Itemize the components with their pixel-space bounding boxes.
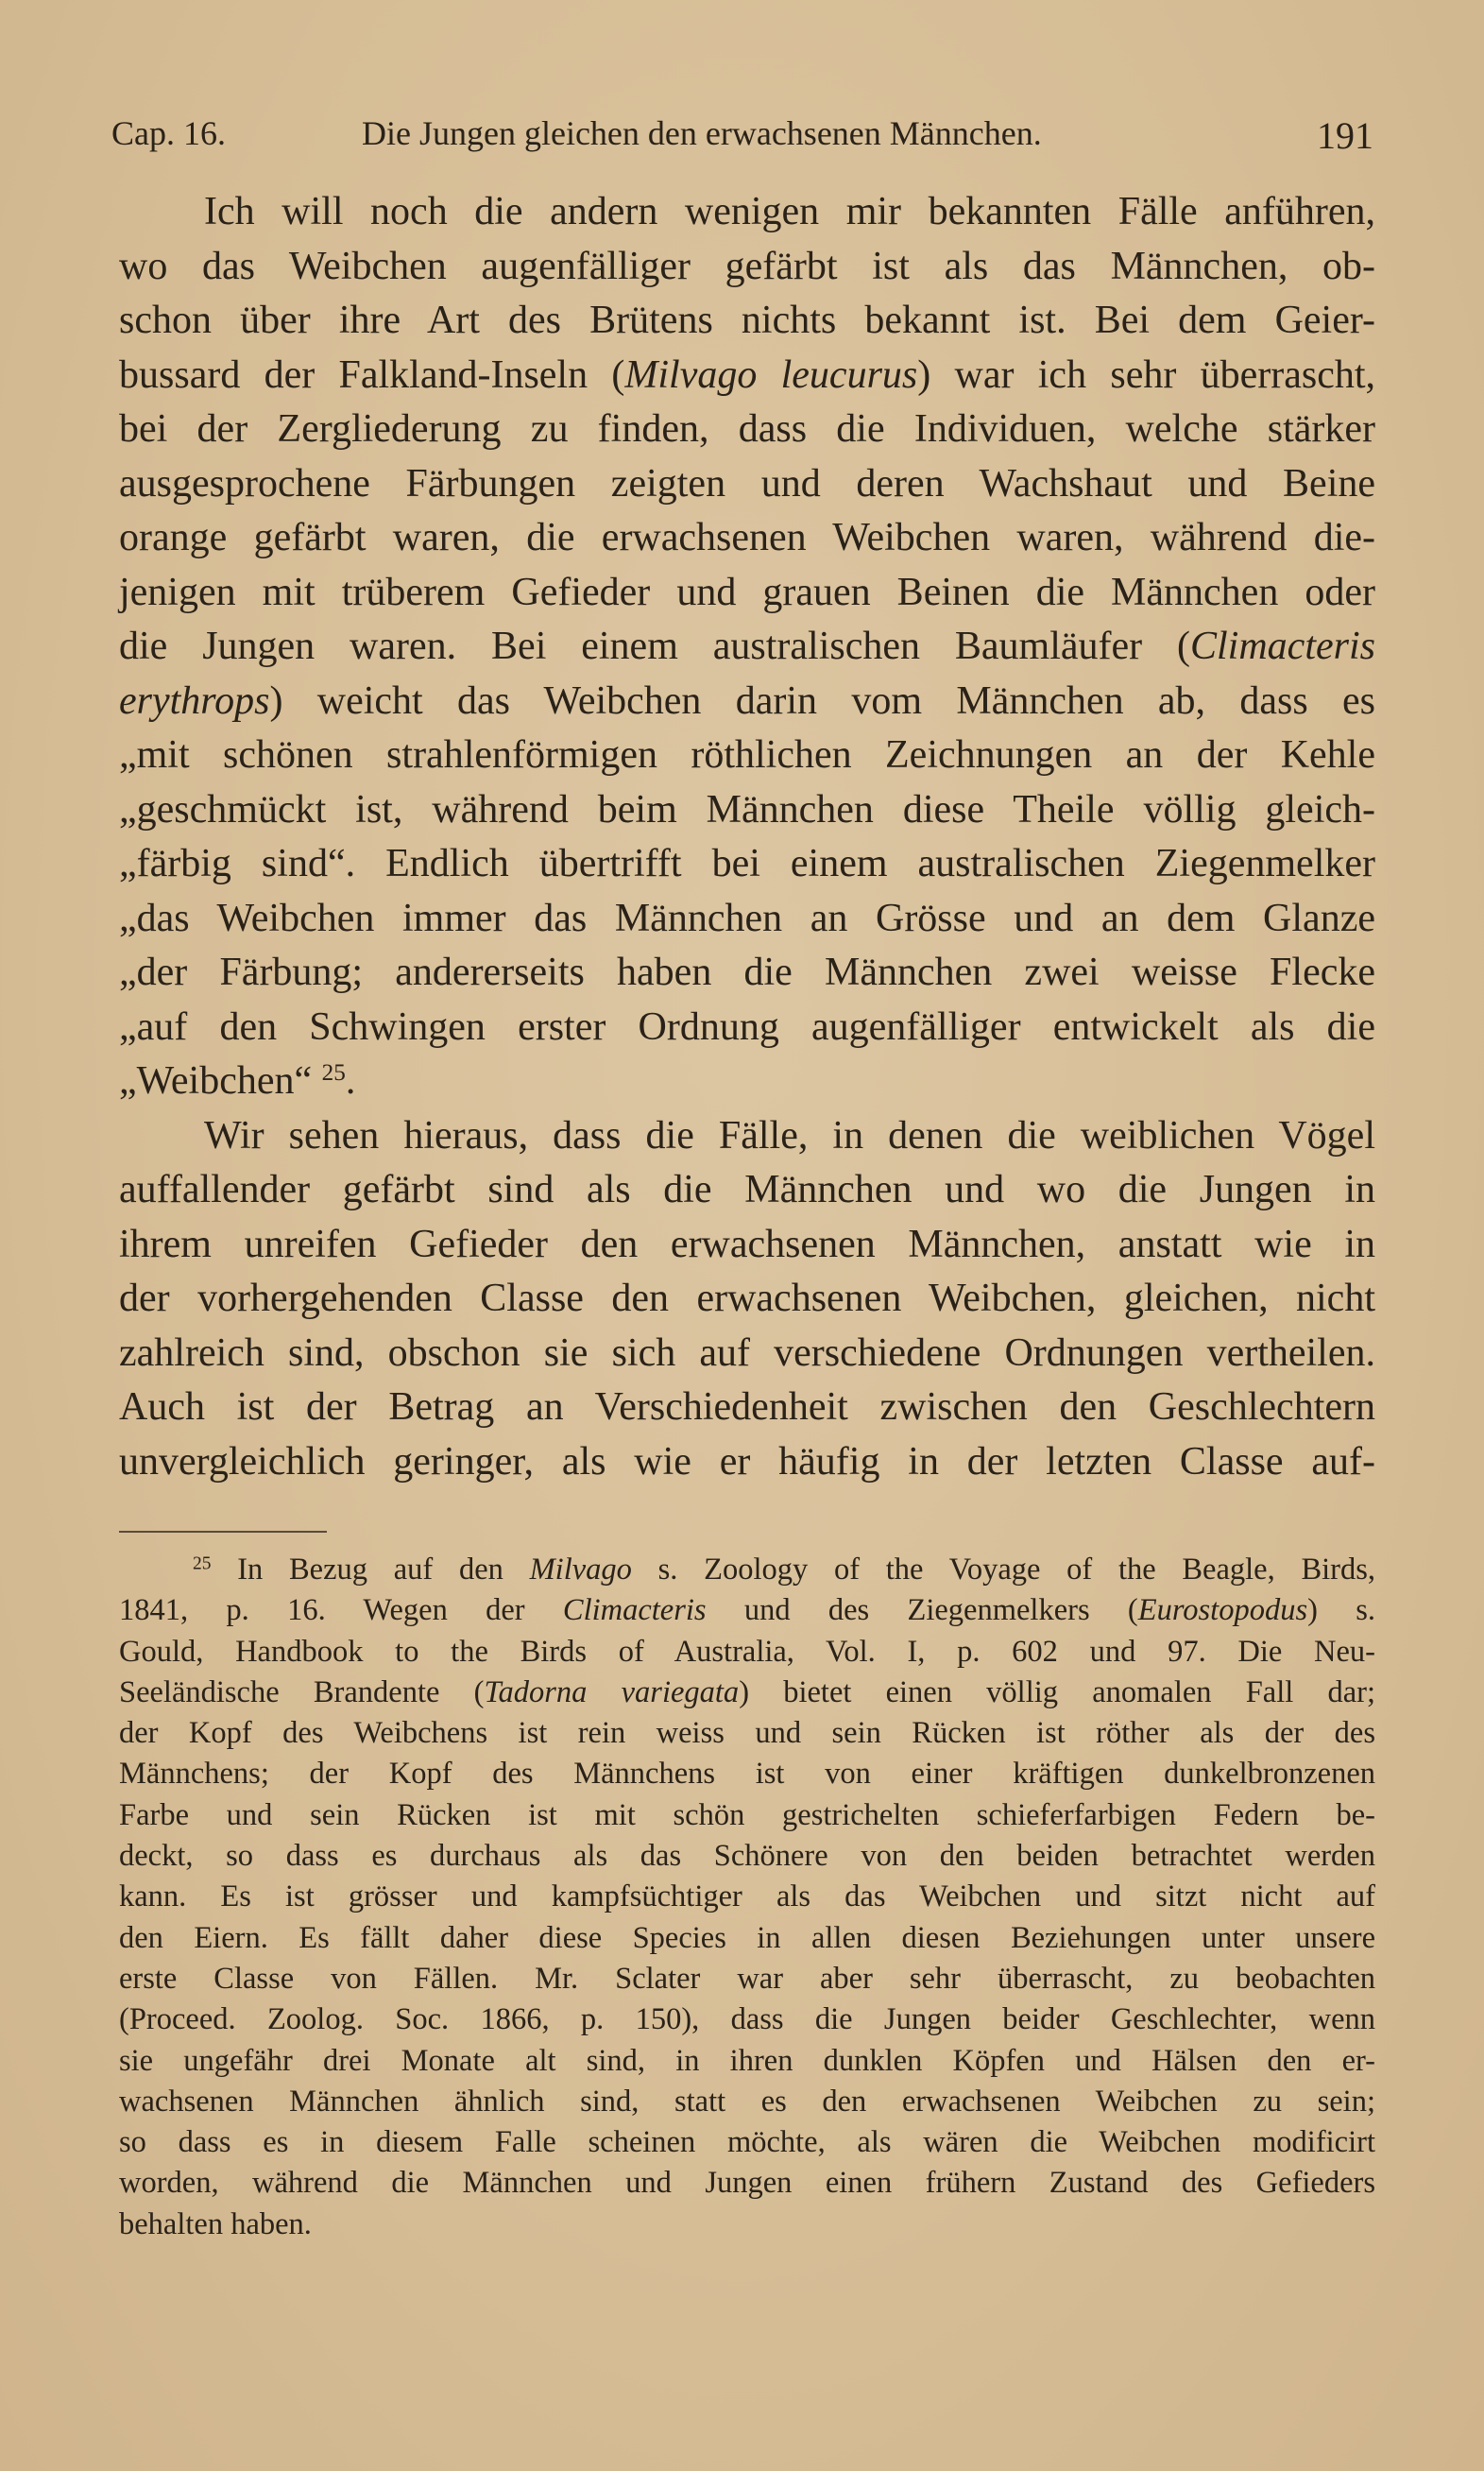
running-header xyxy=(111,106,1373,163)
text-line: der vorhergehenden Classe den erwachsenen Weibchen, gleichen, nicht xyxy=(119,1277,1375,1320)
footnote-line: (Proceed. Zoolog. Soc. 1866, p. 150), dass die Jungen beider Geschlechter, wenn xyxy=(119,2002,1375,2037)
species-name: Milvago leucurus xyxy=(624,352,918,397)
text-line: jenigen mit trüberem Gefieder und grauen Beinen die Männchen oder xyxy=(119,570,1375,614)
footnote-line: Männchens; der Kopf des Männchens ist von einer kräftigen dunkelbronzenen xyxy=(119,1757,1375,1792)
text-line: „Weibchen“ $^{25}$. xyxy=(119,1059,356,1103)
footnote-line: so dass es in diesem Falle scheinen möchte, als wären die Weibchen modificirt xyxy=(119,2125,1375,2160)
text-line: „das Weibchen immer das Männchen an Grösse und an dem Glanze xyxy=(119,896,1375,940)
text-line: Auch ist der Betrag an Verschiedenheit zwischen den Geschlechtern xyxy=(119,1385,1375,1429)
footnote-number: 25 xyxy=(193,1553,212,1574)
text-line: unvergleichlich geringer, als wie er häufig in der letzten Classe auf- xyxy=(119,1439,1375,1484)
footnote-divider xyxy=(119,1531,327,1533)
footnote-line: der Kopf des Weibchens ist rein weiss und sein Rücken ist röther als der des xyxy=(119,1716,1375,1751)
text-line: Ich will noch die andern wenigen mir bekannten Fälle anführen, xyxy=(204,190,1375,233)
text-line: Wir sehen hieraus, dass die Fälle, in denen die weiblichen Vögel xyxy=(204,1113,1375,1158)
text-line: bei der Zergliederung zu finden, dass die Individuen, welche stärker xyxy=(119,407,1375,451)
text-line: ausgesprochene Färbungen zeigten und deren Wachshaut und Beine xyxy=(119,461,1375,506)
chapter-label: Cap. 16. xyxy=(111,114,226,152)
text-line: die Jungen waren. Bei einem australischen Baumläufer (Climacteris xyxy=(119,625,1375,668)
footnote-line: 1841, p. 16. Wegen der Climacteris und des Ziegenmelkers (Eurostopodus) s. xyxy=(119,1593,1375,1628)
footnote-line: behalten haben. xyxy=(119,2206,312,2241)
text-line: wo das Weibchen augenfälliger gefärbt ist als das Männchen, ob- xyxy=(119,244,1375,288)
footnote-line: Gould, Handbook to the Birds of Australia, Vol. I, p. 602 und 97. Die Neu- xyxy=(119,1634,1375,1669)
text-line: schon über ihre Art des Brütens nichts bekannt ist. Bei dem Geier- xyxy=(119,299,1375,342)
text-line: „mit schönen strahlenförmigen röthlichen Zeichnungen an der Kehle xyxy=(119,733,1375,777)
footnote-line: erste Classe von Fällen. Mr. Sclater war aber sehr überrascht, zu beobachten xyxy=(119,1961,1375,1996)
footnote-line: worden, während die Männchen und Jungen einen frühern Zustand des Gefieders xyxy=(119,2166,1375,2201)
page-number: 191 xyxy=(1317,114,1373,157)
text-line: auffallender gefärbt sind als die Männchen und wo die Jungen in xyxy=(119,1168,1375,1211)
footnote xyxy=(119,1550,1375,2245)
text-line: erythrops) weicht das Weibchen darin vom Männchen ab, dass es xyxy=(119,678,1375,723)
footnote-line: wachsenen Männchen ähnlich sind, statt es den erwachsenen Weibchen zu sein; xyxy=(119,2084,1375,2119)
text-line: „auf den Schwingen erster Ordnung augenfälliger entwickelt als die xyxy=(119,1004,1375,1049)
text-line: orange gefärbt waren, die erwachsenen Weibchen waren, während die- xyxy=(119,516,1375,559)
species-name: erythrops xyxy=(119,678,270,723)
species-name: Climacteris xyxy=(1190,625,1375,668)
text-line: zahlreich sind, obschon sie sich auf verschiedene Ordnungen vertheilen. xyxy=(119,1330,1375,1375)
footnote-line: deckt, so dass es durchaus als das Schönere von den beiden betrachtet werden xyxy=(119,1839,1375,1874)
footnote-marker: 25 xyxy=(321,1060,346,1087)
text-line: bussard der Falkland-Inseln (Milvago leucurus) war ich sehr überrascht, xyxy=(119,352,1376,397)
main-text xyxy=(119,185,1375,1489)
footnote-line: Seeländische Brandente (Tadorna variegata) bietet einen völlig anomalen Fall dar; xyxy=(119,1674,1376,1709)
footnote-line: Farbe und sein Rücken ist mit schön gestrichelten schieferfarbigen Federn be- xyxy=(119,1797,1375,1832)
running-title: Die Jungen gleichen den erwachsenen Männchen. xyxy=(362,114,1042,152)
text-line: „färbig sind“. Endlich übertrifft bei einem australischen Ziegenmelker xyxy=(119,842,1375,885)
footnote-line: kann. Es ist grösser und kampfsüchtiger als das Weibchen und sitzt nicht auf xyxy=(119,1879,1375,1914)
text-line: ihrem unreifen Gefieder den erwachsenen Männchen, anstatt wie in xyxy=(119,1222,1375,1266)
footnote-line: $^{25}$ In Bezug auf den Milvago s. Zoology of the Voyage of the Beagle, Birds, xyxy=(193,1553,1376,1587)
footnote-line: den Eiern. Es fällt daher diese Species in allen diesen Beziehungen unter unsere xyxy=(119,1920,1375,1955)
footnote-line: sie ungefähr drei Monate alt sind, in ihren dunklen Köpfen und Hälsen den er- xyxy=(119,2043,1375,2078)
text-line: „geschmückt ist, während beim Männchen diese Theile völlig gleich- xyxy=(119,787,1375,832)
text-line: „der Färbung; andererseits haben die Männchen zwei weisse Flecke xyxy=(119,951,1375,994)
